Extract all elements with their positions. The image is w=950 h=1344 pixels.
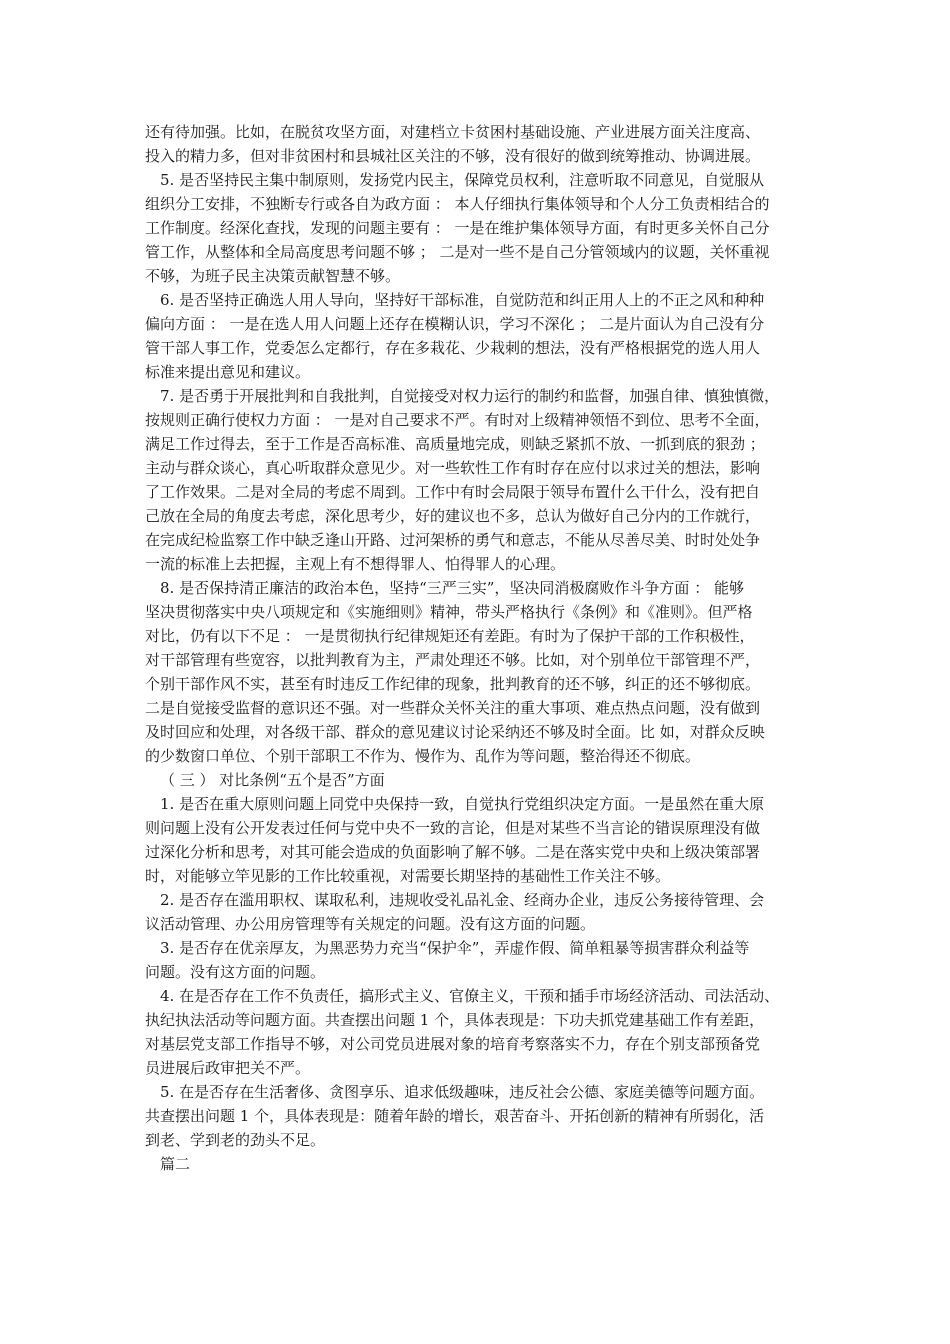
text-line: 到老、学到老的劲头不足。 — [145, 1131, 326, 1149]
text-line: 二是自觉接受监督的意识还不强。对一些群众关怀关注的重大事项、难点热点问题，没有做到 — [145, 699, 761, 717]
document-page — [145, 120, 815, 1176]
text-line: 共查摆出问题 1 个，具体表现是：随着年龄的增长，艰苦奋斗、开拓创新的精神有所弱化，活 — [145, 1107, 765, 1125]
text-line: 不够，为班子民主决策贡献智慧不够。 — [145, 267, 401, 285]
text-line: 6. 是否坚持正确选人用人导向，坚持好干部标准，自觉防范和纠正用人上的不正之风和种种 — [160, 291, 765, 309]
text-line: 管工作，从整体和全局高度思考问题不够 ； 二是对一些不是自己分管领域内的议题，关怀重视 — [145, 243, 770, 261]
text-line: 投入的精力多，但对非贫困村和县城社区关注的不够，没有很好的做到统筹推动、协调进展。 — [145, 147, 761, 165]
text-line: 7. 是否勇于开展批判和自我批判，自觉接受对权力运行的制约和监督，加强自律、慎独慎微， — [160, 387, 780, 405]
text-line: 员进展后政审把关不严。 — [145, 1059, 311, 1077]
text-line: 还有待加强。比如，在脱贫攻坚方面，对建档立卡贫困村基础设施、产业进展方面关注度高、 — [145, 123, 761, 141]
text-line: 管干部人事工作，党委怎么定都行，存在多栽花、少栽刺的想法，没有严格根据党的选人用人 — [145, 339, 761, 357]
text-line: 8. 是否保持清正廉洁的政治本色，坚持“三严三实”，坚决同消极腐败作斗争方面 ： 能够 — [160, 579, 744, 597]
text-line: 2. 是否存在滥用职权、谋取私利，违规收受礼品礼金、经商办企业，违反公务接待管理、会 — [160, 891, 765, 909]
text-line: 满足工作过得去，至于工作是否高标准、高质量地完成，则缺乏紧抓不放、一抓到底的狠劲 ； — [145, 435, 765, 453]
text-line: 5. 在是否存在生活奢侈、贪图享乐、追求低级趣味，违反社会公德、家庭美德等问题方面。 — [160, 1083, 765, 1101]
text-line: 及时回应和处理，对各级干部、群众的意见建议讨论采纳还不够及时全面。比 如，对群众反映 — [145, 723, 765, 741]
text-line: 对比，仍有以下不足 ： 一是贯彻执行纪律规矩还有差距。有时为了保护干部的工作积极性， — [145, 627, 755, 645]
text-line: 过深化分析和思考，对其可能会造成的负面影响了解不够。二是在落实党中央和上级决策部署 — [145, 843, 761, 861]
text-line: 组织分工安排，不独断专行或各自为政方面 ： 本人仔细执行集体领导和个人分工负责相结合的 — [145, 195, 770, 213]
text-line: 对干部管理有些宽容，以批判教育为主，严肃处理还不够。比如，对个别单位干部管理不严， — [145, 651, 761, 669]
text-line: 时，对能够立竿见影的工作比较重视，对需要长期坚持的基础性工作关注不够。 — [145, 867, 671, 885]
text-line: （ 三 ） 对比条例“五个是否”方面 — [160, 771, 385, 789]
text-line: 标准来提出意见和建议。 — [145, 363, 311, 381]
text-line: 1. 是否在重大原则问题上同党中央保持一致，自觉执行党组织决定方面。一是虽然在重大原 — [160, 795, 765, 813]
text-line: 5. 是否坚持民主集中制原则，发扬党内民主，保障党员权利，注意听取不同意见，自觉服从 — [160, 171, 765, 189]
text-line: 3. 是否存在优亲厚友，为黑恶势力充当“保护伞”，弄虚作假、简单粗暴等损害群众利益等 — [160, 939, 750, 957]
text-line: 议活动管理、办公用房管理等有关规定的问题。没有这方面的问题。 — [145, 915, 596, 933]
text-line: 按规则正确行使权力方面 ： 一是对自己要求不严。有时对上级精神领悟不到位、思考不全面， — [145, 411, 770, 429]
text-line: 在完成纪检监察工作中缺乏逢山开路、过河架桥的勇气和意志，不能从尽善尽美、时时处处争 — [145, 531, 761, 549]
text-line: 己放在全局的角度去考虑，深化思考少，好的建议也不多，总认为做好自己分内的工作就行， — [145, 507, 761, 525]
text-line: 篇二 — [160, 1155, 191, 1173]
text-line: 工作制度。经深化查找，发现的问题主要有 ： 一是在维护集体领导方面，有时更多关怀自己分 — [145, 219, 770, 237]
text-line: 个别干部作风不实，甚至有时违反工作纪律的现象，批判教育的还不够，纠正的还不够彻底。 — [145, 675, 761, 693]
text-line: 对基层党支部工作指导不够，对公司党员进展对象的培育考察落实不力，存在个别支部预备党 — [145, 1035, 761, 1053]
text-line: 偏向方面 ： 一是在选人用人问题上还存在模糊认识，学习不深化 ； 二是片面认为自己没有分 — [145, 315, 765, 333]
text-line: 问题。没有这方面的问题。 — [145, 963, 326, 981]
text-line: 4. 在是否存在工作不负责任，搞形式主义、官僚主义，干预和插手市场经济活动、司法活动、 — [160, 987, 780, 1005]
text-line: 的少数窗口单位、个别干部职工不作为、慢作为、乱作为等问题，整治得还不彻底。 — [145, 747, 701, 765]
text-line: 坚决贯彻落实中央八项规定和《实施细则》精神，带头严格执行《条例》和《准则》。但严格 — [145, 603, 753, 621]
text-line: 则问题上没有公开发表过任何与党中央不一致的言论，但是对某些不当言论的错误原理没有做 — [145, 819, 761, 837]
text-line: 主动与群众谈心，真心听取群众意见少。对一些软性工作有时存在应付以求过关的想法，影响 — [145, 459, 761, 477]
text-line: 一流的标准上去把握，主观上有不想得罪人、怕得罪人的心理。 — [145, 555, 566, 573]
text-line: 执纪执法活动等问题方面。共查摆出问题 1 个，具体表现是：下功夫抓党建基础工作有差距， — [145, 1011, 765, 1029]
text-line: 了工作效果。二是对全局的考虑不周到。工作中有时会局限于领导布置什么干什么，没有把自 — [145, 483, 761, 501]
